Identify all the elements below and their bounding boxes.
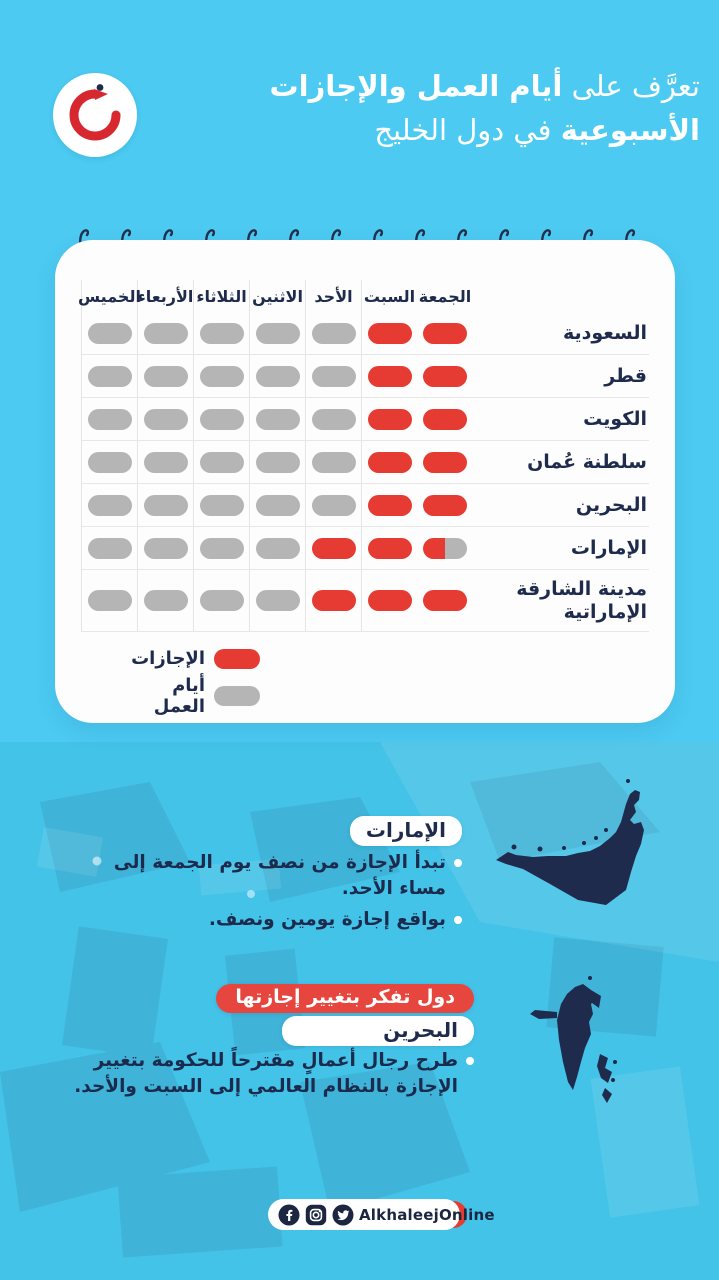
day-cell (249, 441, 305, 483)
holiday-pill (368, 409, 412, 430)
country-label: قطر (604, 364, 647, 387)
work-pill (88, 409, 132, 430)
work-pill (312, 409, 356, 430)
bahrain-map-silhouette (505, 962, 660, 1117)
day-header-6: الخميس (81, 280, 137, 312)
facebook-icon[interactable] (278, 1204, 300, 1226)
title-line-2: الأسبوعية في دول الخليج (374, 113, 700, 147)
work-pill (256, 590, 300, 611)
table-row (81, 312, 649, 355)
day-cell (137, 355, 193, 397)
day-cell (249, 355, 305, 397)
legend-work-pill (214, 686, 260, 706)
day-cell (137, 527, 193, 569)
work-pill (200, 590, 244, 611)
work-pill (144, 323, 188, 344)
holiday-pill (423, 409, 467, 430)
day-header-0: الجمعة (418, 286, 472, 306)
work-pill (88, 366, 132, 387)
holiday-pill (368, 366, 412, 387)
table-row (81, 570, 649, 632)
bullet-dot-icon (454, 859, 462, 867)
work-pill (88, 495, 132, 516)
day-cell (81, 312, 137, 354)
work-pill (256, 323, 300, 344)
table-row (81, 398, 649, 441)
holiday-pill (423, 590, 467, 611)
day-cell (249, 527, 305, 569)
day-cell (193, 484, 249, 526)
day-cell (81, 527, 137, 569)
country-label: الإمارات (570, 536, 647, 559)
day-cell (417, 355, 473, 397)
holiday-pill (368, 495, 412, 516)
day-header-2: الأحد (305, 280, 361, 312)
day-cell (417, 398, 473, 440)
day-cell (249, 398, 305, 440)
logo-bird-icon (64, 84, 126, 146)
footer-social-bar[interactable] (268, 1199, 495, 1230)
uae-map-silhouette (478, 772, 713, 930)
country-label: الكويت (583, 407, 647, 430)
day-header-4: الثلاثاء (193, 280, 249, 312)
uae-bullets (90, 850, 462, 933)
work-pill (88, 538, 132, 559)
table-header-row (78, 280, 649, 312)
day-cell (305, 527, 361, 569)
day-cell (417, 527, 473, 569)
day-cell (361, 355, 417, 397)
country-label: مدينة الشارقة الإماراتية (516, 577, 647, 623)
day-cell (361, 527, 417, 569)
bahrain-bullets (69, 1048, 474, 1099)
day-cell (417, 441, 473, 483)
work-pill (312, 366, 356, 387)
holiday-pill (423, 495, 467, 516)
page-title (230, 64, 700, 152)
day-cell (81, 570, 137, 631)
work-pill (88, 590, 132, 611)
change-banner-badge: دول تفكر بتغيير إجازتها (216, 984, 474, 1013)
holiday-pill (312, 538, 356, 559)
day-cell (305, 398, 361, 440)
work-pill (312, 452, 356, 473)
work-pill (200, 323, 244, 344)
work-pill (256, 452, 300, 473)
legend-row (115, 648, 260, 669)
day-cell (249, 312, 305, 354)
country-label: البحرين (575, 493, 647, 516)
table-row (81, 484, 649, 527)
legend-holiday-pill (214, 649, 260, 669)
day-cell (305, 484, 361, 526)
work-pill (144, 538, 188, 559)
holiday-pill (368, 323, 412, 344)
day-cell (305, 570, 361, 631)
work-pill (200, 452, 244, 473)
work-pill (200, 366, 244, 387)
day-cell (137, 312, 193, 354)
footer-handle[interactable]: AlkhaleejOnline (359, 1205, 495, 1224)
day-cell (361, 570, 417, 631)
bahrain-section-badge: البحرين (282, 1016, 474, 1046)
legend-row (115, 675, 260, 717)
bullet-item: بواقع إجازة يومين ونصف. (90, 907, 462, 933)
legend-label: الإجازات (131, 648, 205, 669)
table-row (81, 441, 649, 484)
day-cell (361, 398, 417, 440)
day-header-3: الاثنين (249, 280, 305, 312)
bullet-dot-icon (454, 916, 462, 924)
work-pill (144, 590, 188, 611)
country-label: سلطنة عُمان (527, 450, 647, 473)
footer-pill[interactable] (268, 1199, 495, 1230)
day-cell (305, 312, 361, 354)
work-pill (312, 323, 356, 344)
twitter-icon[interactable] (332, 1204, 354, 1226)
day-cell (193, 398, 249, 440)
day-cell (137, 484, 193, 526)
day-cell (305, 441, 361, 483)
alkhaleej-online-logo (53, 73, 137, 157)
work-pill (256, 495, 300, 516)
bullet-item: تبدأ الإجازة من نصف يوم الجمعة إلى مساء الأحد. (90, 850, 462, 901)
day-cell (193, 355, 249, 397)
day-cell (361, 484, 417, 526)
holiday-pill (423, 452, 467, 473)
work-pill (312, 495, 356, 516)
work-pill (256, 538, 300, 559)
day-cell (193, 527, 249, 569)
instagram-icon[interactable] (305, 1204, 327, 1226)
work-pill (144, 409, 188, 430)
day-header-1: السبت (361, 280, 417, 312)
day-cell (361, 441, 417, 483)
calendar-card (55, 240, 675, 723)
uae-section-badge: الإمارات (350, 816, 462, 846)
work-pill (88, 323, 132, 344)
work-pill (256, 366, 300, 387)
legend (115, 648, 260, 717)
day-cell (137, 570, 193, 631)
bullet-item: طرح رجال أعمالٍ مقترحاً للحكومة بتغيير الإجازة بالنظام العالمي إلى السبت والأحد. (69, 1048, 474, 1099)
work-pill (200, 409, 244, 430)
holiday-pill (368, 452, 412, 473)
workdays-table (78, 280, 649, 632)
holiday-pill (368, 538, 412, 559)
day-cell (81, 484, 137, 526)
day-cell (361, 312, 417, 354)
day-cell (417, 312, 473, 354)
holiday-pill (368, 590, 412, 611)
day-cell (249, 570, 305, 631)
work-pill (88, 452, 132, 473)
work-pill (200, 538, 244, 559)
bullet-dot-icon (466, 1057, 474, 1065)
holiday-pill (423, 366, 467, 387)
day-cell (193, 570, 249, 631)
legend-label: أيام العمل (153, 675, 205, 717)
work-pill (256, 409, 300, 430)
day-cell (193, 312, 249, 354)
country-label: السعودية (562, 321, 647, 344)
day-cell (81, 355, 137, 397)
work-pill (200, 495, 244, 516)
day-cell (249, 484, 305, 526)
day-header-5: الأربعاء (137, 280, 193, 312)
day-cell (193, 441, 249, 483)
day-cell (417, 484, 473, 526)
table-row (81, 355, 649, 398)
title-line-1: تعرَّف على أيام العمل والإجازات (269, 69, 700, 103)
table-body (81, 312, 649, 632)
day-cell (137, 441, 193, 483)
day-cell (417, 570, 473, 631)
day-cell (137, 398, 193, 440)
holiday-pill (423, 323, 467, 344)
table-row (81, 527, 649, 570)
work-pill (144, 366, 188, 387)
work-pill (144, 495, 188, 516)
half-pill (423, 538, 467, 559)
day-cell (305, 355, 361, 397)
day-cell (81, 398, 137, 440)
holiday-pill (312, 590, 356, 611)
work-pill (144, 452, 188, 473)
day-cell (81, 441, 137, 483)
